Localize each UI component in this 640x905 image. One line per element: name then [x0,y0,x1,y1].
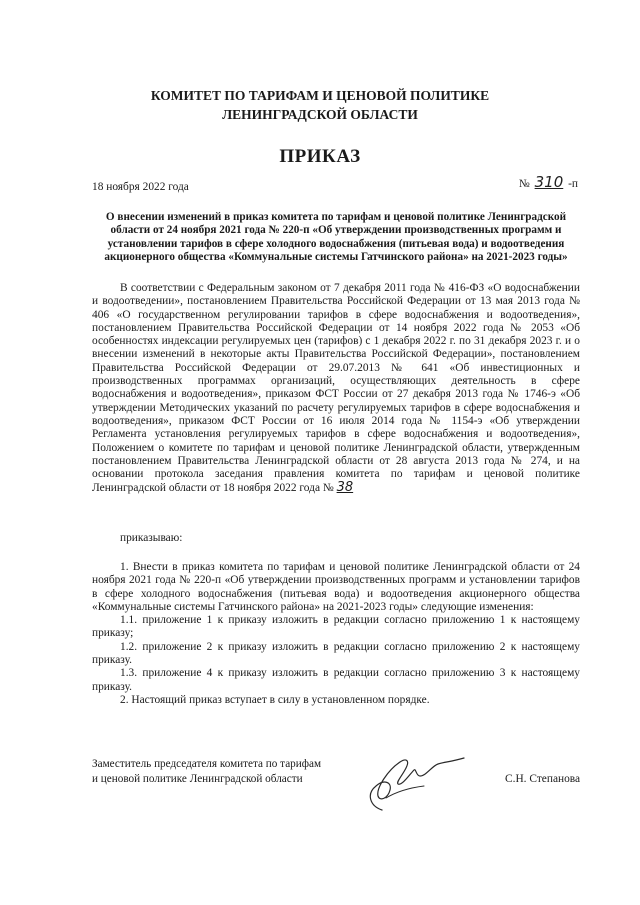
signatory-position-line-2: и ценовой политике Ленинградской области [92,773,303,785]
preamble-text: В соответствии с Федеральным законом от 7 декабря 2011 года № 416-ФЗ «О водоснабжении и водоотведении», постановлением Правительства Российской Федерации от 13 мая 2013 года № 406 «О государственном регулировании тарифов в сфере водоснабжения и водоотведения», постановлением Правительства Российской Федерации от 14 ноября 2022 года № 2053 «Об особенностях индексации регулируемых цен (тарифов) с 1 декабря 2022 г. по 31 декабря 2023 г. и о внесении изменений в некоторые акты Правительства Российской Федерации», постановлением Правительства Российской Федерации от 29.07.2013 № 641 «Об инвестиционных и производственных программах организаций, осуществляющих деятельность в сфере водоснабжения и водоотведения», приказом ФСТ России от 27 декабря 2013 года № 1746-э «Об утверждении Методических указаний по расчету регулируемых тарифов в сфере водоснабжения и водоотведения», приказом ФСТ России от 16 июля 2014 года № 1154-э «Об утверждении Регламента установления регулируемых тарифов в сфере водоснабжения и водоотведения», Положением о комитете по тарифам и ценовой политике Ленинградской области, утвержденным постановлением Правительства Ленинградской области от 28 августа 2013 года № 274, и на основании протокола заседания правления комитета по тарифам и ценовой политике Ленинградской области от 18 ноября 2022 года № [92,282,580,495]
handwritten-signature [352,748,472,818]
decree-items [92,561,580,707]
signatory-name: С.Н. Степанова [505,773,581,785]
document-type-title: ПРИКАЗ [279,146,361,167]
document-number [518,173,578,191]
document-date: 18 ноября 2022 года [92,181,189,193]
decree-item: 2. Настоящий приказ вступает в силу в установленном порядке. [120,693,430,706]
decree-item: 1.2. приложение 2 к приказу изложить в редакции согласно приложению 2 к настоящему приказу. [92,640,580,667]
decree-item: 1.3. приложение 4 к приказу изложить в редакции согласно приложению 3 к настоящему приказу. [92,667,580,693]
organization-name-line-2: ЛЕНИНГРАДСКОЙ ОБЛАСТИ [222,107,418,122]
number-prefix: № [518,178,530,190]
decree-item: 1.1. приложение 1 к приказу изложить в редакции согласно приложению 1 к настоящему приказу; [92,614,580,640]
number-handwritten-value: 310 [534,173,564,191]
signatory-position-line-1: Заместитель председателя комитета по тарифам [92,758,322,770]
number-suffix: -п [568,178,578,190]
organization-header [0,86,640,124]
preamble [92,282,580,496]
decree-item: 1. Внести в приказ комитета по тарифам и ценовой политике Ленинградской области от 24 ноября 2021 года № 220-п «Об утверждении производственных программ и установлении тарифов в сфере холодного водоснабжения (питьевая вода) и водоотведения акционерного общества «Коммунальные системы Гатчинского района» на 2021-2023 годы» следующие изменения: [92,561,580,613]
protocol-number-handwritten: 38 [336,480,354,496]
signatory-position [92,757,321,787]
organization-name-line-1: КОМИТЕТ ПО ТАРИФАМ И ЦЕНОВОЙ ПОЛИТИКЕ [150,88,490,103]
document-subject: О внесении изменений в приказ комитета по тарифам и ценовой политике Ленинградской области от 24 ноября 2021 года № 220-п «Об утверждении производственных программ и установлении тарифов в сфере холодного водоснабжения (питьевая вода) и водоотведения акционерного общества «Коммунальные системы Гатчинского района» на 2021-2023 годы» [104,211,568,264]
preamble-paragraph [92,282,580,496]
decree-word: приказываю: [120,532,183,544]
